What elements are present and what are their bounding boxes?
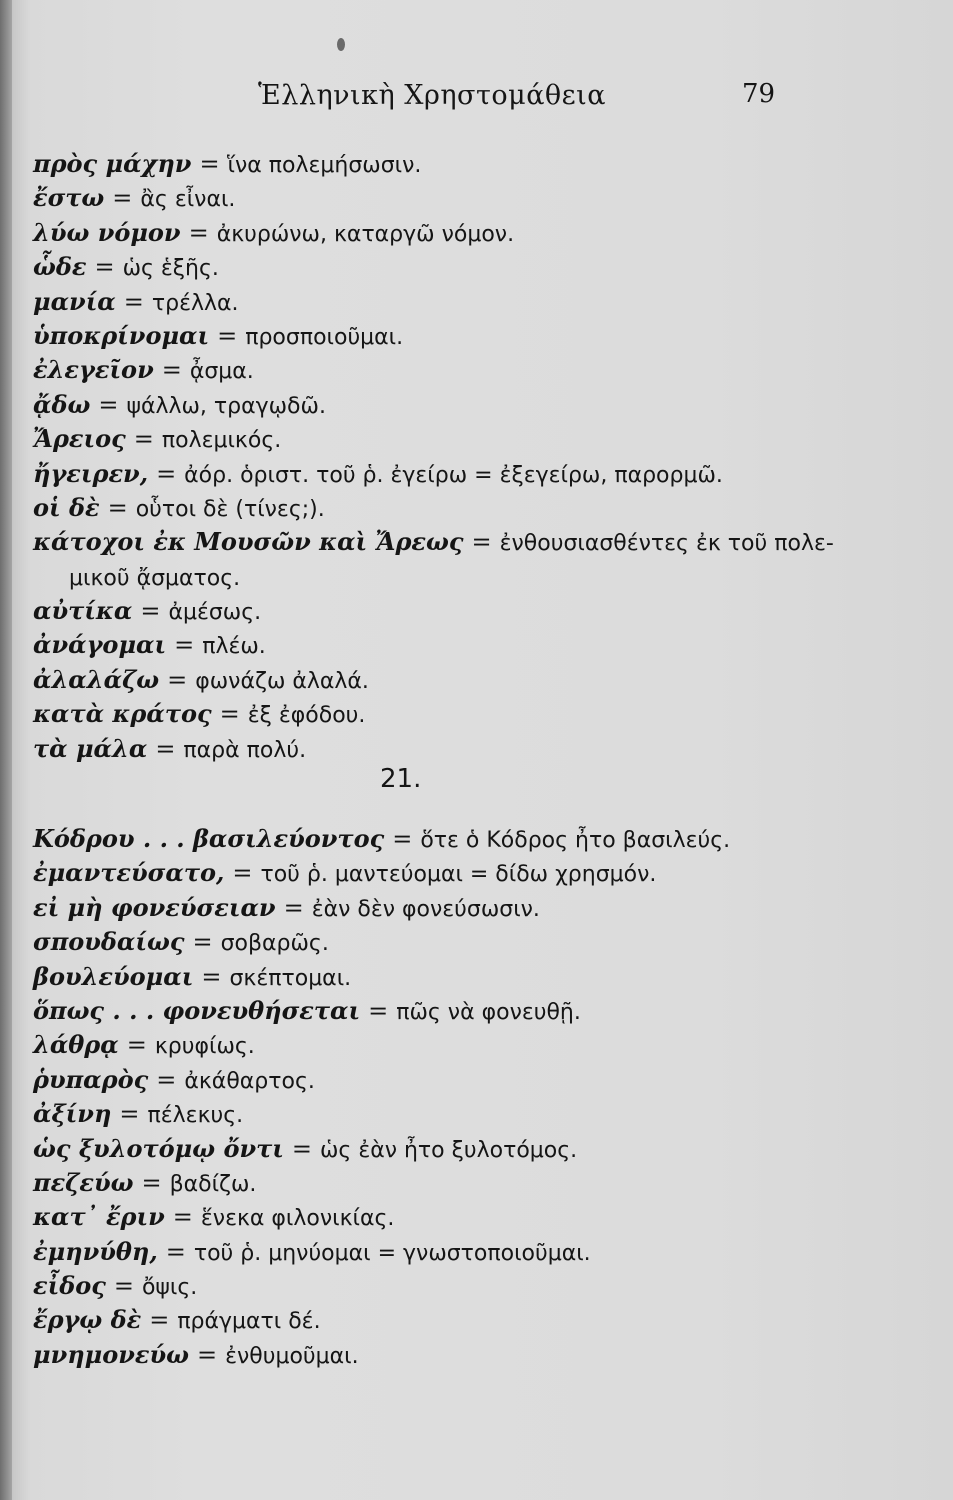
glossary-definition: ᾆσμα.	[189, 359, 254, 385]
glossary-definition: βαδίζω.	[169, 1171, 257, 1197]
equals-sign: =	[471, 528, 492, 557]
glossary-definition: ἐὰν δὲν φονεύσωσιν.	[311, 896, 540, 922]
glossary-entry	[33, 628, 933, 662]
glossary-term: ἀλαλάζω	[33, 664, 160, 694]
equals-sign: =	[141, 1168, 162, 1197]
equals-sign: =	[192, 928, 213, 957]
glossary-entry	[33, 960, 933, 994]
equals-sign: =	[217, 321, 238, 350]
glossary-entry	[33, 525, 933, 559]
equals-sign: =	[119, 1100, 140, 1129]
glossary-term: Κόδρου . . . βασιλεύοντος	[33, 824, 385, 853]
equals-sign: =	[155, 734, 176, 763]
page-number: 79	[742, 79, 776, 109]
glossary-definition: ἐξ ἐφόδου.	[247, 703, 366, 729]
glossary-term: μνημονεύω	[33, 1339, 189, 1369]
glossary-entry	[33, 1063, 933, 1097]
equals-sign: =	[94, 253, 115, 282]
glossary-entry	[33, 216, 933, 250]
glossary-term: πρὸς μάχην	[33, 149, 192, 178]
glossary-entry	[33, 1338, 933, 1372]
glossary-definition: ὅτε ὁ Κόδρος ἦτο βασιλεύς.	[420, 828, 731, 853]
glossary-entry	[33, 856, 933, 890]
glossary-term: ὧδε	[33, 252, 87, 282]
glossary-definition: τοῦ ῥ. μηνύομαι = γνωστοποιοῦμαι.	[193, 1240, 591, 1266]
glossary-definition: ἕνεκα φιλονικίας.	[200, 1206, 395, 1232]
glossary-term: εἰ μὴ φονεύσειαν	[33, 892, 276, 922]
glossary-term: ᾄδω	[33, 389, 91, 419]
glossary-term: ἐμηνύθη,	[33, 1236, 158, 1266]
equals-sign: =	[156, 1065, 177, 1094]
glossary-entry	[33, 388, 933, 422]
glossary-entry	[33, 285, 933, 319]
equals-sign: =	[188, 218, 209, 247]
glossary-term: κάτοχοι ἐκ Μουσῶν καὶ Ἄρεως	[33, 527, 464, 557]
section-number: 21.	[380, 764, 422, 794]
glossary-entry	[33, 1028, 933, 1062]
equals-sign: =	[149, 1306, 170, 1335]
glossary-term: εἶδος	[33, 1271, 106, 1301]
glossary-definition: μικοῦ ᾄσματος.	[69, 565, 241, 591]
glossary-definition: ἀμέσως.	[168, 600, 262, 626]
glossary-definition: ἀόρ. ὁριστ. τοῦ ῥ. ἐγείρω = ἐξεγείρω, παρορμῶ.	[184, 462, 723, 488]
glossary-entry	[33, 1235, 933, 1269]
equals-sign: =	[112, 184, 133, 213]
glossary-section-1	[33, 147, 933, 766]
glossary-section-2	[33, 822, 933, 1372]
equals-sign: =	[123, 287, 144, 316]
equals-sign: =	[167, 665, 188, 694]
glossary-definition: ὡς ἐὰν ἦτο ξυλοτόμος.	[319, 1137, 578, 1163]
glossary-term: τὰ μάλα	[33, 733, 148, 763]
glossary-entry	[33, 147, 933, 181]
equals-sign: =	[172, 1203, 193, 1232]
glossary-definition: ὡς ἑξῆς.	[122, 256, 219, 282]
glossary-term: ἔργῳ δὲ	[33, 1305, 142, 1335]
equals-sign: =	[98, 390, 119, 419]
book-spine	[0, 0, 12, 1500]
glossary-entry	[33, 422, 933, 456]
equals-sign: =	[197, 1340, 218, 1369]
glossary-entry	[33, 732, 933, 766]
glossary-term: ὑποκρίνομαι	[33, 320, 210, 350]
glossary-term: ὡς ξυλοτόμῳ ὄντι	[33, 1133, 284, 1163]
equals-sign: =	[232, 859, 253, 888]
glossary-term: ἐλεγεῖον	[33, 355, 154, 385]
glossary-entry	[33, 822, 933, 856]
glossary-term: λάθρᾳ	[33, 1030, 119, 1060]
glossary-definition: ἵνα πολεμήσωσιν.	[227, 153, 422, 178]
equals-sign: =	[161, 356, 182, 385]
glossary-term: σπουδαίως	[33, 927, 185, 957]
glossary-entry	[33, 994, 933, 1028]
glossary-definition: ὄψις.	[141, 1275, 198, 1301]
equals-sign: =	[368, 996, 389, 1025]
glossary-term: ὅπως . . . φονευθήσεται	[33, 995, 361, 1025]
glossary-definition: ἐνθυμοῦμαι.	[225, 1343, 359, 1369]
glossary-entry	[33, 1166, 933, 1200]
equals-sign: =	[199, 150, 220, 178]
glossary-term: ἀνάγομαι	[33, 630, 167, 660]
glossary-definition: φωνάζω ἀλαλά.	[195, 668, 369, 694]
equals-sign: =	[107, 493, 128, 522]
glossary-definition: τοῦ ῥ. μαντεύομαι = δίδω χρησμόν.	[260, 862, 657, 888]
glossary-definition: ἀκυρώνω, καταργῶ νόμον.	[216, 221, 515, 247]
glossary-entry	[33, 457, 933, 491]
glossary-term: λύω νόμον	[33, 217, 181, 247]
glossary-entry	[33, 250, 933, 284]
glossary-definition: τρέλλα.	[151, 290, 239, 316]
equals-sign: =	[174, 631, 195, 660]
glossary-definition: πῶς νὰ φονευθῇ.	[396, 999, 581, 1025]
glossary-term: αὐτίκα	[33, 596, 133, 626]
glossary-definition: οὗτοι δὲ (τίνες;).	[135, 496, 325, 522]
equals-sign: =	[126, 1031, 147, 1060]
glossary-definition: ψάλλω, τραγῳδῶ.	[126, 393, 326, 419]
glossary-term: ἔστω	[33, 183, 105, 213]
equals-sign: =	[133, 425, 154, 454]
glossary-term: οἱ δὲ	[33, 492, 100, 522]
glossary-entry	[33, 697, 933, 731]
equals-sign: =	[140, 597, 161, 626]
glossary-definition: ἂς εἶναι.	[140, 187, 236, 213]
glossary-definition: προσποιοῦμαι.	[245, 324, 404, 350]
glossary-term: ἤγειρεν,	[33, 458, 149, 488]
equals-sign: =	[201, 962, 222, 991]
glossary-entry	[33, 353, 933, 387]
glossary-entry	[33, 560, 933, 594]
glossary-entry	[33, 1303, 933, 1337]
glossary-entry	[33, 1269, 933, 1303]
glossary-definition: πράγματι δέ.	[177, 1309, 321, 1335]
equals-sign: =	[283, 893, 304, 922]
equals-sign: =	[219, 700, 240, 729]
page-header-title: Ἑλληνικὴ Χρηστομάθεια	[258, 80, 606, 111]
glossary-term: ἐμαντεύσατο,	[33, 858, 225, 888]
equals-sign: =	[113, 1272, 134, 1301]
glossary-term: κατ᾽ ἔριν	[33, 1202, 165, 1232]
glossary-definition: σκέπτομαι.	[229, 965, 352, 991]
glossary-term: βουλεύομαι	[33, 961, 194, 991]
glossary-term: Ἄρειος	[33, 424, 126, 454]
glossary-definition: ἀκάθαρτος.	[184, 1068, 315, 1094]
glossary-entry	[33, 663, 933, 697]
glossary-entry	[33, 925, 933, 959]
glossary-term: κατὰ κράτος	[33, 699, 212, 729]
glossary-entry	[33, 1132, 933, 1166]
glossary-term: πεζεύω	[33, 1167, 134, 1197]
glossary-definition: σοβαρῶς.	[220, 931, 329, 957]
glossary-entry	[33, 1097, 933, 1131]
ink-spot	[337, 38, 345, 51]
glossary-entry	[33, 491, 933, 525]
glossary-definition: παρὰ πολύ.	[183, 737, 307, 763]
glossary-definition: πλέω.	[202, 634, 266, 660]
glossary-definition: πέλεκυς.	[147, 1103, 244, 1129]
glossary-entry	[33, 181, 933, 215]
glossary-term: ῥυπαρὸς	[33, 1064, 149, 1094]
equals-sign: =	[291, 1134, 312, 1163]
glossary-definition: κρυφίως.	[154, 1034, 255, 1060]
glossary-entry	[33, 319, 933, 353]
glossary-term: μανία	[33, 286, 116, 316]
equals-sign: =	[392, 825, 413, 853]
equals-sign: =	[156, 459, 177, 488]
glossary-entry	[33, 891, 933, 925]
glossary-entry	[33, 594, 933, 628]
glossary-term: ἀξίνη	[33, 1099, 112, 1129]
equals-sign: =	[165, 1237, 186, 1266]
glossary-entry	[33, 1200, 933, 1234]
glossary-definition: πολεμικός.	[161, 428, 282, 454]
glossary-definition: ἐνθουσιασθέντες ἐκ τοῦ πολε-	[499, 531, 834, 557]
